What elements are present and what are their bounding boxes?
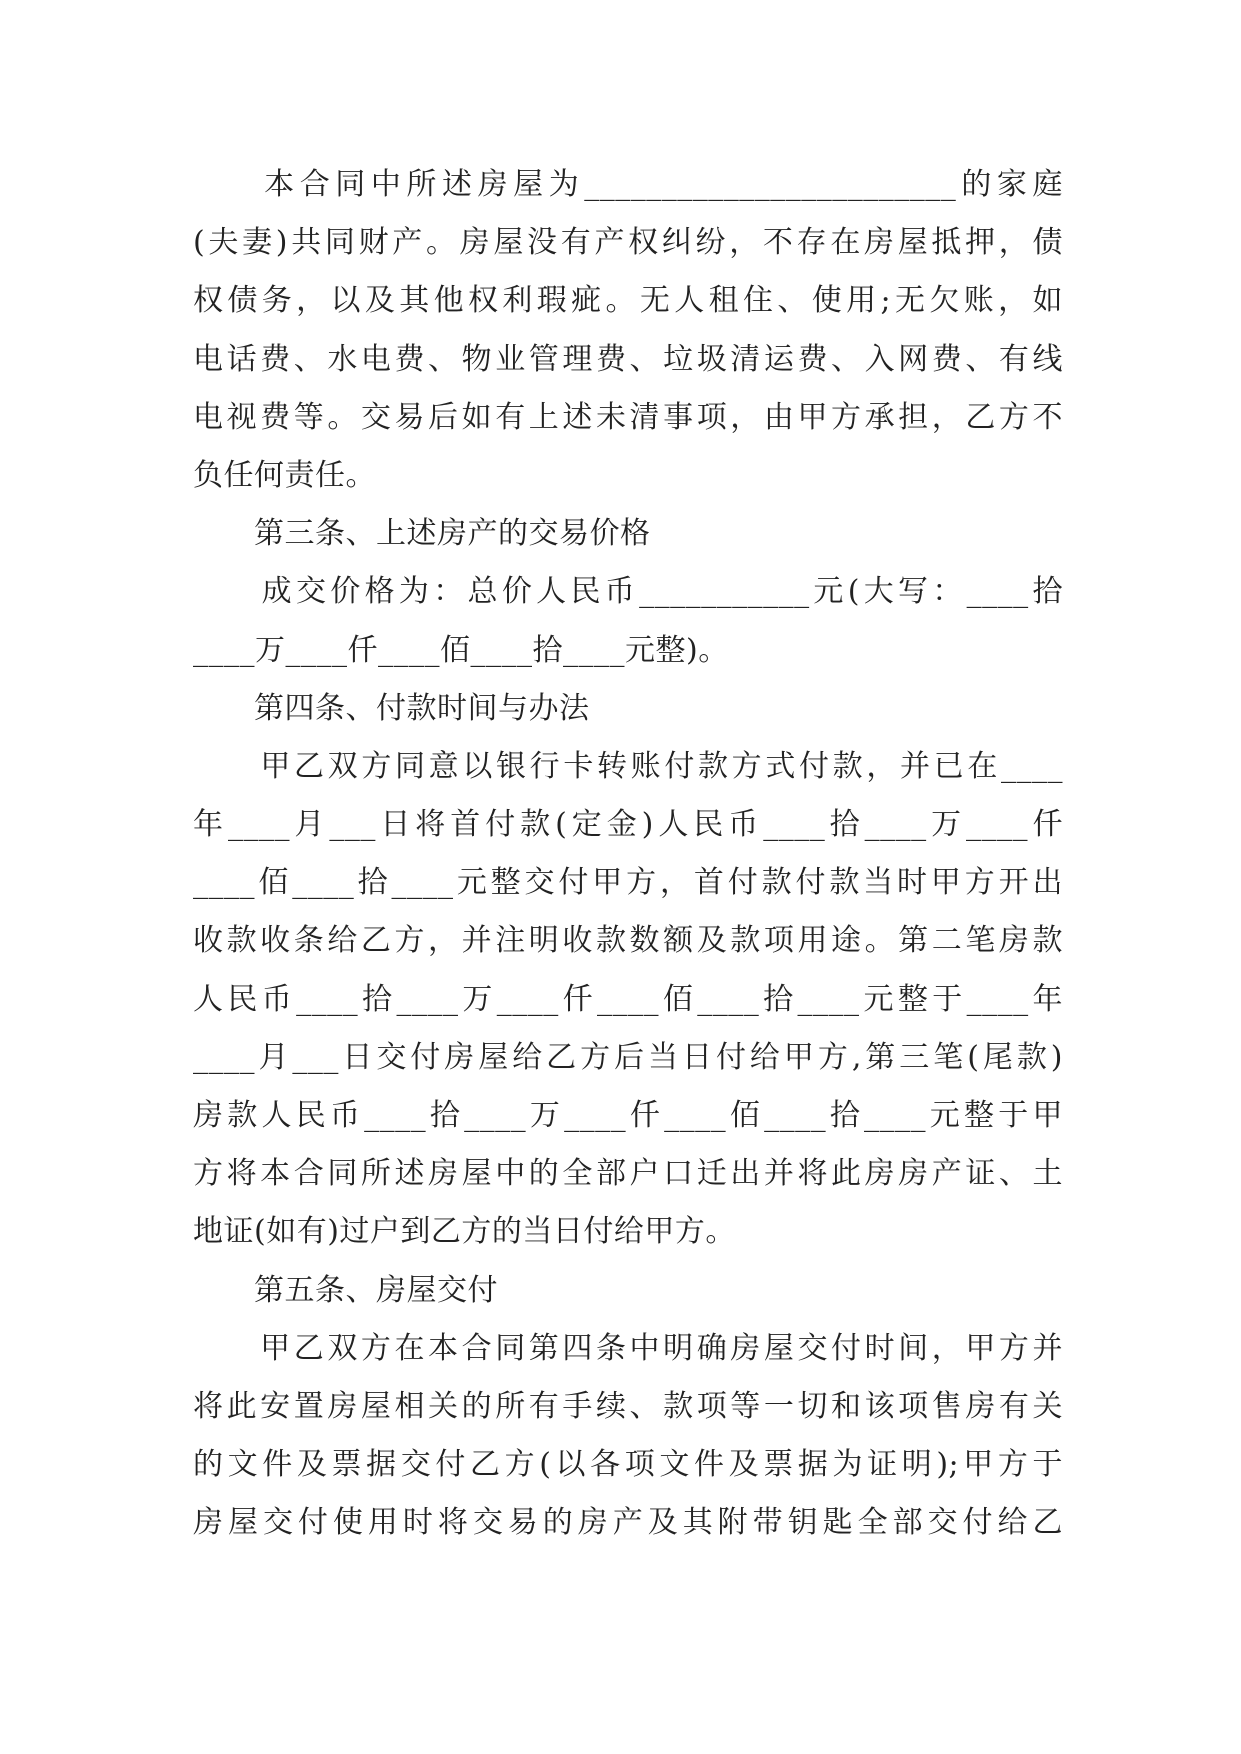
text-line-19: 地证(如有)过户到乙方的当日付给甲方。 [193, 1214, 736, 1250]
text-line-9: ____万____仟____佰____拾____元整)。 [193, 632, 729, 668]
text-line-13: ____佰____拾____元整交付甲方，首付款付款当时甲方开出 [193, 865, 1063, 901]
text-line-8: 成交价格为：总价人民币___________元(大写：____拾 [193, 574, 1063, 610]
section-heading-article-4: 第四条、付款时间与办法 [193, 690, 590, 726]
text-line-24: 房屋交付使用时将交易的房产及其附带钥匙全部交付给乙 [193, 1505, 1063, 1541]
section-heading-article-3: 第三条、上述房产的交易价格 [193, 516, 651, 552]
text-line-6: 负任何责任。 [193, 457, 376, 493]
text-line-1: 本合同中所述房屋为________________________的家庭 [193, 167, 1063, 202]
text-line-22: 将此安置房屋相关的所有手续、款项等一切和该项售房有关 [193, 1388, 1063, 1424]
text-line-4: 电话费、水电费、物业管理费、垃圾清运费、入网费、有线 [193, 341, 1063, 377]
document-page [193, 156, 1063, 1553]
text-line-21: 甲乙双方在本合同第四条中明确房屋交付时间，甲方并 [193, 1330, 1063, 1366]
text-line-3: 权债务，以及其他权利瑕疵。无人租住、使用;无欠账，如 [193, 283, 1063, 319]
text-line-11: 甲乙双方同意以银行卡转账付款方式付款，并已在____ [193, 748, 1063, 784]
text-line-5: 电视费等。交易后如有上述未清事项，由甲方承担，乙方不 [193, 399, 1063, 435]
text-line-16: ____月___日交付房屋给乙方后当日付给甲方,第三笔(尾款) [193, 1039, 1063, 1075]
text-line-17: 房款人民币____拾____万____仟____佰____拾____元整于甲 [193, 1098, 1063, 1133]
text-line-23: 的文件及票据交付乙方(以各项文件及票据为证明);甲方于 [193, 1447, 1063, 1483]
text-line-12: 年____月___日将首付款(定金)人民币____拾____万____仟 [193, 807, 1063, 843]
section-heading-article-5: 第五条、房屋交付 [193, 1272, 498, 1308]
text-line-14: 收款收条给乙方，并注明收款数额及款项用途。第二笔房款 [193, 923, 1063, 959]
text-line-18: 方将本合同所述房屋中的全部户口迁出并将此房房产证、土 [193, 1156, 1063, 1192]
text-line-2: (夫妻)共同财产。房屋没有产权纠纷，不存在房屋抵押，债 [193, 225, 1063, 261]
text-line-15: 人民币____拾____万____仟____佰____拾____元整于____年 [193, 981, 1063, 1017]
